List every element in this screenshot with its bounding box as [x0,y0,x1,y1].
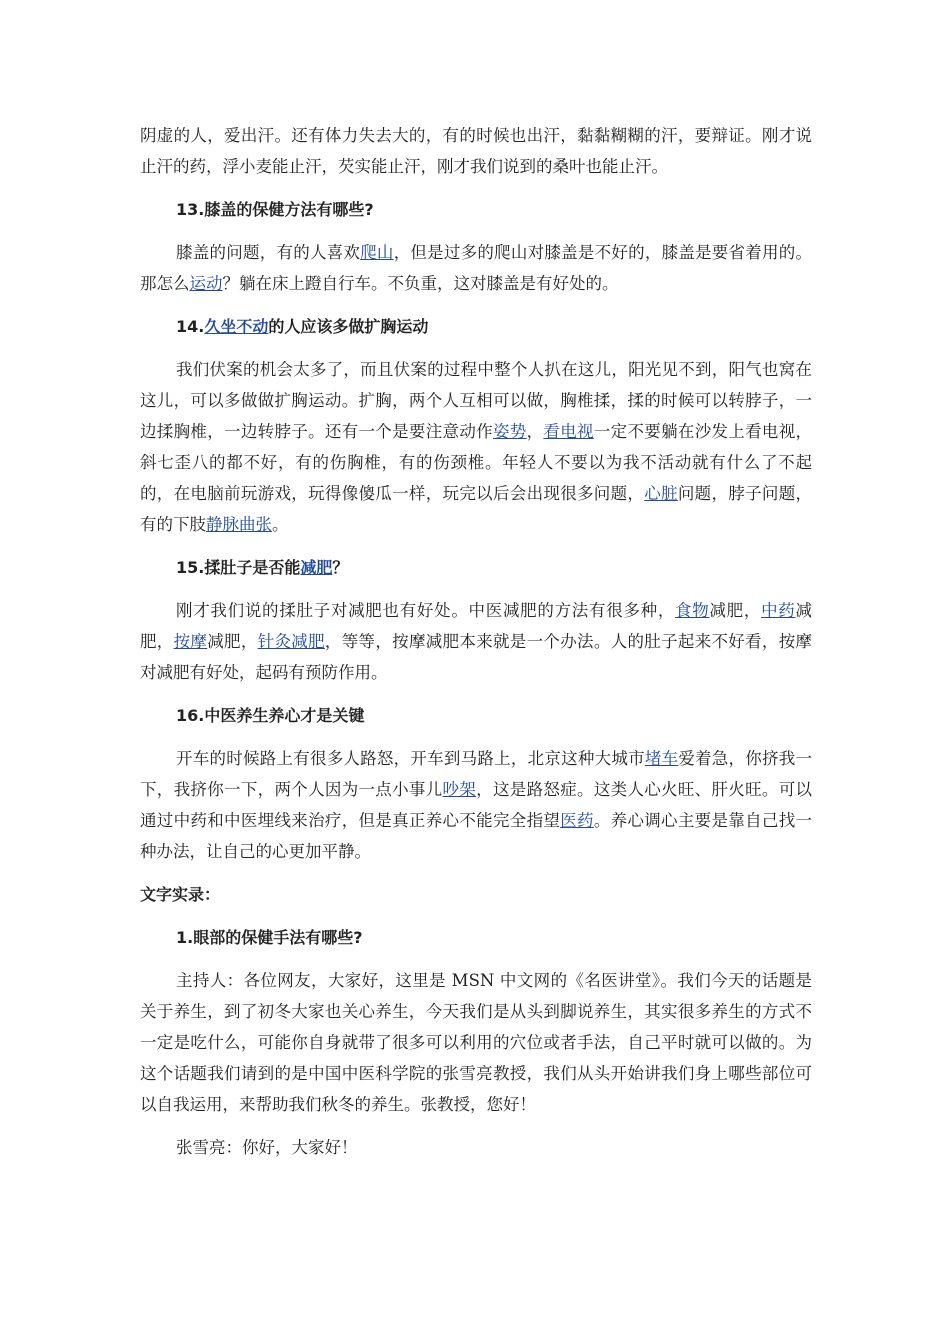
paragraph [140,595,812,688]
text-run: 13.膝盖的保健方法有哪些? [176,200,374,219]
text-run: 主持人：各位网友，大家好，这里是 MSN 中文网的《名医讲堂》。我们今天的话题是关于养生，到了初冬大家也关心养生，今天我们是从头到脚说养生，其实很多养生的方式不一定是吃什么，可能你自身就带了很多可以利用的穴位或者手法，自己平时就可以做的。为这个话题我们请到的是中国中医科学院的张雪亮教授，我们从头开始讲我们身上哪些部位可以自我运用，来帮助我们秋冬的养生。张教授，您好！ [140,971,812,1114]
inline-link[interactable]: 爬山 [360,243,394,262]
text-run: 开车的时候路上有很多人路怒，开车到马路上，北京这种大城市 [176,749,645,768]
text-run: 的人应该多做扩胸运动 [268,317,429,336]
inline-link[interactable]: 运动 [189,274,223,293]
inline-link[interactable]: 按摩 [173,632,208,651]
inline-link[interactable]: 堵车 [644,749,679,768]
text-run: 减肥， [709,601,762,620]
text-run: 问题，脖子问题，有的下肢 [140,484,813,534]
text-run: 。 [272,515,289,534]
text-run: 1.眼部的保健手法有哪些? [176,928,363,947]
text-run: 减肥， [207,632,258,651]
document-body [140,120,812,1175]
text-run: ？躺在床上蹬自行车。不负重，这对膝盖是有好处的。 [222,274,619,293]
inline-link[interactable]: 食物 [675,601,710,620]
paragraph [140,965,812,1120]
text-run: 减肥， [140,601,813,651]
section-heading [140,552,812,583]
paragraph [140,120,812,182]
paragraph [140,237,812,299]
paragraph [140,354,812,540]
text-run: 刚才我们说的揉肚子对减肥也有好处。中医减肥的方法有很多种， [176,601,676,620]
text-run: 我们伏案的机会太多了，而且伏案的过程中整个人扒在这儿，阳光见不到，阳气也窝在这儿，可以多做做扩胸运动。扩胸，两个人互相可以做，胸椎揉，揉的时候可以转脖子，一边揉胸椎，一边转脖子。还有一个是要注意动作 [140,360,812,441]
text-run: 阴虚的人，爱出汗。还有体力失去大的，有的时候也出汗，黏黏糊糊的汗，要辩证。刚才说止汗的药，浮小麦能止汗，芡实能止汗，刚才我们说到的桑叶也能止汗。 [140,126,812,176]
text-run: 14. [176,317,205,336]
inline-link[interactable]: 针灸减肥 [257,632,325,651]
section-heading [140,194,812,225]
text-run: 15.揉肚子是否能 [176,558,301,577]
inline-link[interactable]: 减肥 [300,558,333,577]
section-heading [140,879,812,910]
text-run: 一定不要躺在沙发上看电视，斜七歪八的都不好，有的伤胸椎，有的伤颈椎。年轻人不要以为我不活动就有什么了不起的，在电脑前玩游戏，玩得像傻瓜一样，玩完以后会出现很多问题， [140,422,813,503]
inline-link[interactable]: 静脉曲张 [206,515,272,534]
inline-link[interactable]: 吵架 [442,780,477,799]
text-run: 16.中医养生养心才是关键 [176,706,365,725]
paragraph [140,1132,812,1163]
text-run: 爱着急，你挤我一下，我挤你一下，两个人因为一点小事儿 [140,749,813,799]
inline-link[interactable]: 姿势 [492,422,527,441]
text-run: ， [526,422,544,441]
section-heading [140,311,812,342]
inline-link[interactable]: 医药 [560,811,594,830]
text-run: 。养心调心主要是靠自己找一种办法，让自己的心更加平静。 [140,811,813,861]
text-run: ，但是过多的爬山对膝盖是不好的，膝盖是要省着用的。那怎么 [140,243,813,293]
inline-link[interactable]: 心脏 [644,484,678,503]
text-run: ？ [332,558,349,577]
inline-link[interactable]: 久坐不动 [204,317,269,336]
text-run: 膝盖的问题，有的人喜欢 [176,243,361,262]
text-run: ，这是路怒症。这类人心火旺、肝火旺。可以通过中药和中医埋线来治疗，但是真正养心不能完全指望 [140,780,813,830]
text-run: 文字实录： [140,885,221,904]
section-heading [140,922,812,953]
text-run: 张雪亮：你好，大家好！ [176,1138,358,1157]
text-run: ，等等，按摩减肥本来就是一个办法。人的肚子起来不好看，按摩对减肥有好处，起码有预防作用。 [140,632,813,682]
inline-link[interactable]: 中药 [761,601,796,620]
paragraph [140,743,812,867]
section-heading [140,700,812,731]
inline-link[interactable]: 看电视 [543,422,594,441]
